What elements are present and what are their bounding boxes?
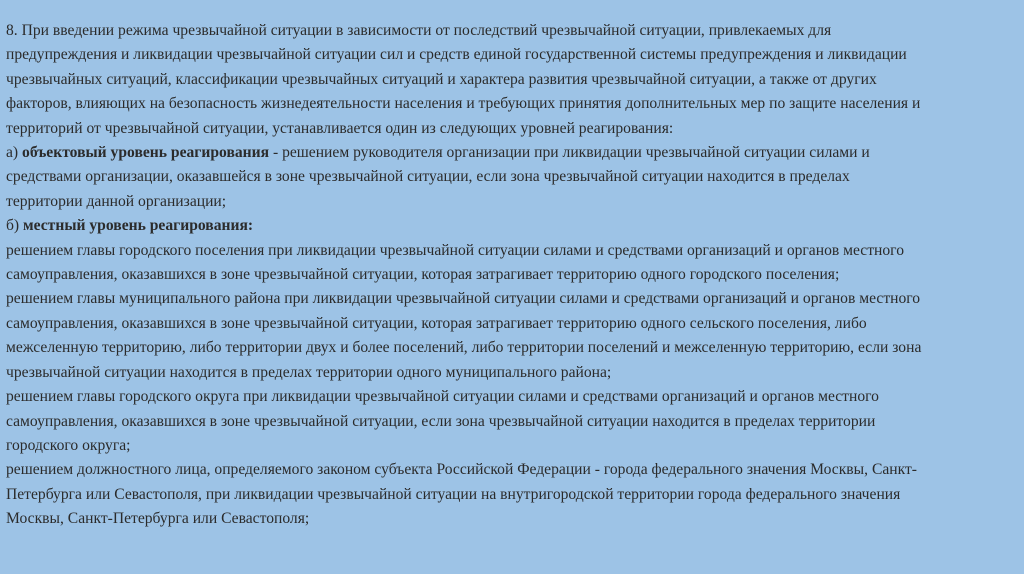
item-b-line: чрезвычайной ситуации находится в пределах территории одного муниципального района;	[6, 363, 612, 381]
item-a-rest: - решением руководителя организации при ликвидации чрезвычайной ситуации силами и	[269, 144, 870, 162]
item-b-heading-line	[6, 214, 1016, 238]
legal-text-block	[6, 19, 1016, 532]
item-b-line: решением должностного лица, определяемого законом субъекта Российской Федерации - города федерального значения Москвы, Санкт-	[6, 461, 917, 479]
item-a-heading-line	[6, 141, 1016, 165]
item-b-line: Москвы, Санкт-Петербурга или Севастополя;	[6, 510, 310, 528]
item-b-line: самоуправления, оказавшихся в зоне чрезвычайной ситуации, которая затрагивает территорию одного сельского поселения, либо	[6, 314, 867, 332]
item-b-line: решением главы городского округа при ликвидации чрезвычайной ситуации силами и средствами организаций и органов местного	[6, 388, 879, 406]
item-b-line: самоуправления, оказавшихся в зоне чрезвычайной ситуации, которая затрагивает территорию одного городского поселения;	[6, 266, 840, 284]
item-b-line: решением главы муниципального района при ликвидации чрезвычайной ситуации силами и средствами организаций и органов местного	[6, 290, 921, 308]
item-a-line: средствами организации, оказавшейся в зоне чрезвычайной ситуации, если зона чрезвычайной ситуации находится в пределах	[6, 168, 850, 186]
paragraph-8-line: чрезвычайных ситуаций, классификации чрезвычайных ситуаций и характера развития чрезвычайной ситуации, а также от других	[6, 70, 877, 88]
item-b-line: городского округа;	[6, 436, 131, 454]
item-b-term: местный уровень реагирования:	[23, 217, 254, 235]
item-a-term: объектовый уровень реагирования	[22, 144, 270, 162]
paragraph-8-line: территорий от чрезвычайной ситуации, устанавливается один из следующих уровней реагирования:	[6, 119, 674, 137]
item-a-prefix: а)	[6, 144, 23, 162]
item-a-line: территории данной организации;	[6, 192, 227, 210]
item-b-line: межселенную территорию, либо территории двух и более поселений, либо территории поселений и межселенную территорию, если зона	[6, 339, 922, 357]
paragraph-8-line: предупреждения и ликвидации чрезвычайной ситуации сил и средств единой государственной системы предупреждения и ликвидации	[6, 46, 907, 64]
item-b-line: Петербурга или Севастополя, при ликвидации чрезвычайной ситуации на внутригородской территории города федерального значения	[6, 485, 901, 503]
item-b-line: решением главы городского поселения при ликвидации чрезвычайной ситуации силами и средствами организаций и органов местного	[6, 241, 904, 259]
paragraph-8-line: 8. При введении режима чрезвычайной ситуации в зависимости от последствий чрезвычайной ситуации, привлекаемых для	[6, 22, 832, 39]
paragraph-8-line: факторов, влияющих на безопасность жизнедеятельности населения и требующих принятия дополнительных мер по защите населения и	[6, 95, 921, 113]
item-b-prefix: б)	[6, 217, 24, 235]
item-b-line: самоуправления, оказавшихся в зоне чрезвычайной ситуации, если зона чрезвычайной ситуации находится в пределах территории	[6, 412, 876, 430]
